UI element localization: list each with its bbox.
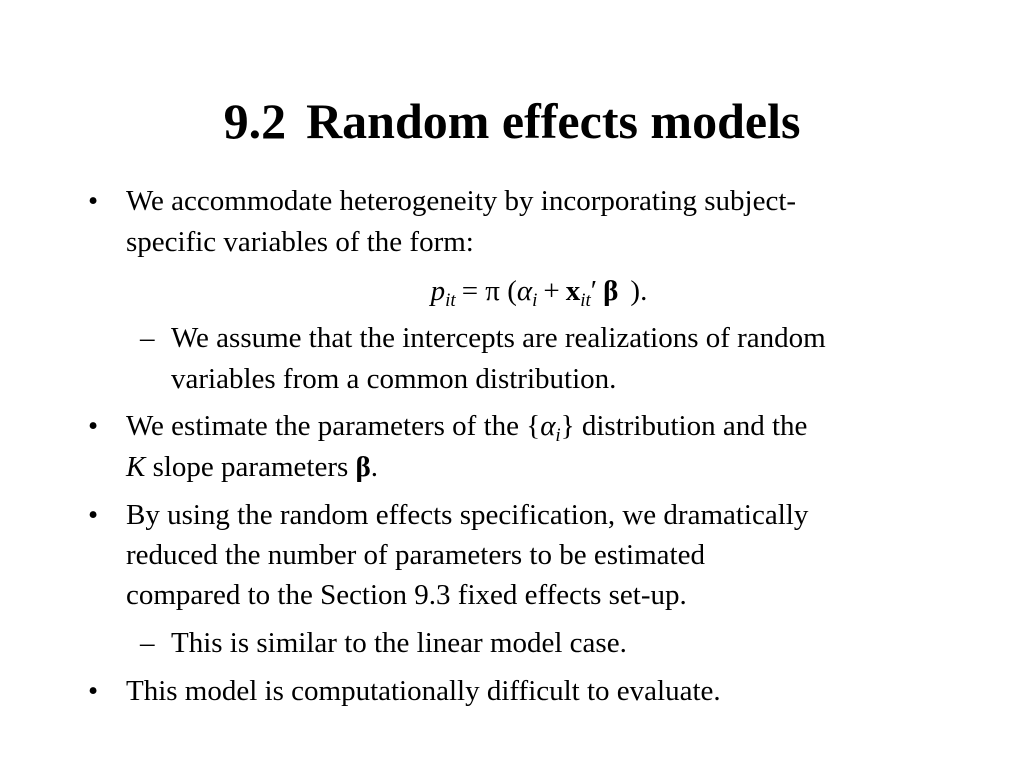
bullet-2-alpha: α: [540, 410, 556, 442]
bullet-2-line-1: [126, 409, 808, 446]
bullet-2-line-2: [126, 450, 378, 484]
bullet-2-line-1-post: } distribution and the: [560, 410, 808, 442]
sub-bullet-1-line-1: We assume that the intercepts are realizations of random: [171, 322, 826, 354]
bullet-3-line-3: compared to the Section 9.3 fixed effects set-up.: [126, 579, 687, 611]
sub-bullet-1-line-2: variables from a common distribution.: [171, 363, 617, 395]
bullet-2-beta: β: [355, 451, 371, 483]
eq-alpha: α: [516, 275, 533, 307]
eq-x: x: [565, 275, 581, 307]
bullet-3-line-2: reduced the number of parameters to be estimated: [126, 539, 705, 571]
title-number: 9.2: [223, 93, 287, 149]
eq-plus: +: [543, 275, 560, 307]
bullet-2-period: .: [370, 451, 379, 483]
bullet-marker: •: [88, 410, 99, 442]
slide-title: [0, 86, 1024, 156]
sub-bullet-2-line-1: This is similar to the linear model case.: [171, 627, 627, 659]
eq-equals-pi: = π (: [461, 275, 517, 307]
bullet-marker: •: [88, 185, 99, 217]
bullet-2-alpha-subscript: i: [555, 425, 561, 446]
bullet-2-k: K: [126, 451, 146, 483]
dash-marker: –: [140, 627, 155, 659]
bullet-1-line-2: specific variables of the form:: [126, 226, 474, 258]
bullet-2-line-1-pre: We estimate the parameters of the {: [126, 410, 541, 442]
bullet-3-line-1: By using the random effects specification, we dramatically: [126, 499, 809, 531]
bullet-marker: •: [88, 675, 99, 707]
bullet-1-line-1: We accommodate heterogeneity by incorporating subject-: [126, 185, 797, 217]
bullet-2-line-2-mid: slope parameters: [145, 451, 356, 483]
eq-close: ).: [630, 275, 648, 307]
eq-x-subscript: it: [580, 290, 591, 311]
bullet-4-line-1: This model is computationally difficult to evaluate.: [126, 675, 721, 707]
eq-p-subscript: it: [445, 290, 456, 311]
eq-alpha-subscript: i: [532, 290, 538, 311]
dash-marker: –: [140, 322, 155, 354]
eq-beta: β: [603, 275, 619, 307]
eq-prime: ′: [590, 275, 598, 307]
eq-p: p: [430, 275, 446, 307]
title-text: Random effects models: [306, 93, 801, 149]
bullet-marker: •: [88, 499, 99, 531]
equation: [0, 274, 1024, 311]
